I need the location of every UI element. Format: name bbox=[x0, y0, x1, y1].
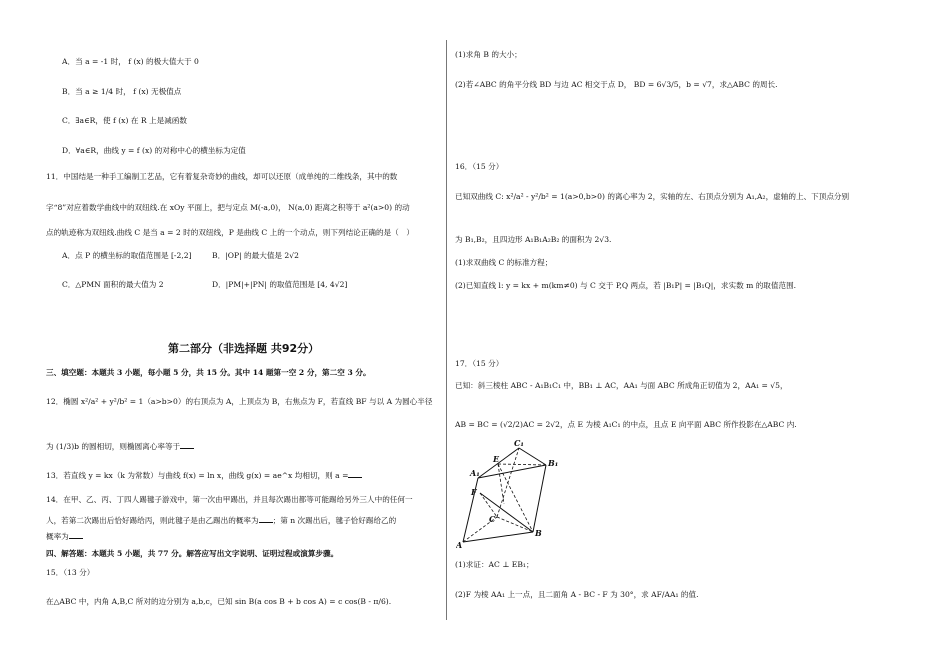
q12-line-1: 12．椭圆 x²/a² + y²/b² = 1（a>b>0）的右顶点为 A，上顶点为 B，右焦点为 F，若直线 BF 与以 A 为圆心半径 bbox=[46, 397, 433, 406]
edge-b1-b bbox=[533, 465, 546, 532]
q11-line-1: 11．中国结是一种手工编制工艺品，它有着复杂奇妙的曲线，却可以还原（成单纯的二维线条，其中的数 bbox=[46, 172, 398, 181]
label-c1: C₁ bbox=[514, 438, 524, 448]
q14-line-1: 14．在甲、乙、丙、丁四人踢毽子游戏中，第一次由甲踢出，并且每次踢出都等可能踢给另外三人中的任何一 bbox=[46, 495, 413, 504]
q16-heading: 16．（15 分） bbox=[455, 162, 504, 171]
q11-option-b: B．|OP| 的最大值是 2√2 bbox=[212, 251, 299, 260]
q14-blank-1[interactable] bbox=[259, 515, 273, 523]
edge-f-b bbox=[480, 493, 533, 532]
q11-line-2: 字“8”对应着数学曲线中的双纽线.在 xOy 平面上，把与定点 M(-a,0)， N(a,0) 距离之积等于 a²(a>0) 的动 bbox=[46, 203, 410, 212]
q16-line-2: 为 B₁,B₂，且四边形 A₁B₁A₂B₂ 的面积为 2√3. bbox=[455, 235, 612, 244]
q12-line-2 bbox=[46, 441, 194, 452]
edge-e-b1 bbox=[498, 464, 546, 465]
part-two-title: 第二部分（非选择题 共92分） bbox=[168, 342, 320, 355]
q13-text: 13．若直线 y = kx（k 为常数）与曲线 f(x) = ln x，曲线 g(x) = ae^x 均相切，则 a = bbox=[46, 471, 349, 480]
q10-option-a: A．当 a = -1 时， f (x) 的极大值大于 0 bbox=[62, 57, 199, 66]
q16-part-1: (1)求双曲线 C 的标准方程； bbox=[455, 258, 553, 267]
q12-text: 为 (1/3)b 的圆相切，则椭圆离心率等于 bbox=[46, 442, 181, 451]
right-column bbox=[447, 0, 950, 672]
label-c: C bbox=[489, 514, 496, 524]
q11-option-a: A．点 P 的横坐标的取值范围是 [-2,2] bbox=[62, 251, 192, 260]
q13-answer-blank[interactable] bbox=[348, 470, 362, 478]
q13-line bbox=[46, 470, 362, 481]
q17-part-2: (2)F 为棱 AA₁ 上一点，且二面角 A - BC - F 为 30°，求 AF/AA₁ 的值. bbox=[455, 590, 699, 599]
q15-part-1: (1)求角 B 的大小； bbox=[455, 50, 522, 59]
label-a1: A₁ bbox=[470, 468, 480, 478]
edge-a1-b1 bbox=[478, 465, 546, 478]
q17-line-1: 已知：斜三棱柱 ABC - A₁B₁C₁ 中，BB₁ ⊥ AC，AA₁ 与面 ABC 所成角正切值为 2，AA₁ = √5， bbox=[455, 381, 788, 390]
q14-line-3 bbox=[46, 531, 83, 542]
label-b1: B₁ bbox=[548, 458, 559, 468]
label-b: B bbox=[535, 528, 542, 538]
left-column bbox=[0, 0, 445, 672]
label-e: E bbox=[493, 454, 500, 464]
q14-line-2 bbox=[46, 515, 396, 526]
q10-option-b: B．当 a ≥ 1/4 时， f (x) 无极值点 bbox=[62, 87, 182, 96]
q11-line-3: 点的轨迹称为双纽线.曲线 C 是当 a = 2 时的双纽线，P 是曲线 C 上的一个动点，则下列结论正确的是（ ） bbox=[46, 228, 414, 237]
q15-heading: 15．（13 分） bbox=[46, 568, 95, 577]
q11-option-d: D．|PM|+|PN| 的取值范围是 [4, 4√2] bbox=[212, 280, 348, 289]
q14-text-b: ；第 n 次踢出后，毽子恰好踢给乙的 bbox=[272, 516, 397, 525]
q17-heading: 17．（15 分） bbox=[455, 359, 504, 368]
q17-line-2: AB = BC = (√2/2)AC = 2√2，点 E 为棱 A₁C₁ 的中点，且点 E 向平面 ABC 所作投影在△ABC 内. bbox=[455, 420, 797, 429]
edge-a-b bbox=[463, 532, 533, 542]
section-three-heading: 三、填空题：本题共 3 小题，每小题 5 分，共 15 分。其中 14 题第一空 2 分，第二空 3 分。 bbox=[46, 368, 371, 377]
edge-c1-b1 bbox=[519, 448, 546, 465]
q16-part-2: (2)已知直线 l: y = kx + m(km≠0) 与 C 交于 P,Q 两点，若 |B₁P| = |B₁Q|，求实数 m 的取值范围. bbox=[455, 281, 797, 290]
q12-answer-blank[interactable] bbox=[180, 441, 194, 449]
label-a: A bbox=[456, 540, 463, 550]
q15-statement: 在△ABC 中，内角 A,B,C 所对的边分别为 a,b,c，已知 sin B(a cos B + b cos A) = c cos(B - π/6). bbox=[46, 597, 392, 606]
q11-option-c: C．△PMN 面积的最大值为 2 bbox=[62, 280, 164, 289]
q17-part-1: (1)求证：AC ⊥ EB₁； bbox=[455, 560, 534, 569]
q14-blank-2[interactable] bbox=[69, 531, 83, 539]
q14-text-c: 概率为 bbox=[46, 532, 69, 541]
q15-part-2: (2)若∠ABC 的角平分线 BD 与边 AC 相交于点 D， BD = 6√3/5，b = √7，求△ABC 的周长. bbox=[455, 80, 778, 89]
edge-c-c1 bbox=[497, 448, 519, 517]
q14-text-a: 人，若第二次踢出后恰好踢给丙，则此毽子是由乙踢出的概率为 bbox=[46, 516, 259, 525]
q10-option-c: C．∃a∈R，使 f (x) 在 R 上是减函数 bbox=[62, 116, 187, 125]
q16-line-1: 已知双曲线 C: x²/a² - y²/b² = 1(a>0,b>0) 的离心率为 2，实轴的左、右顶点分别为 A₁,A₂，虚轴的上、下顶点分别 bbox=[455, 192, 850, 201]
prism-figure bbox=[456, 438, 566, 550]
label-f: F bbox=[471, 487, 477, 497]
q10-option-d: D．∀a∈R，曲线 y = f (x) 的对称中心的横坐标为定值 bbox=[62, 146, 246, 155]
section-four-heading: 四、解答题：本题共 5 小题，共 77 分。解答应写出文字说明、证明过程或演算步骤。 bbox=[46, 549, 339, 558]
